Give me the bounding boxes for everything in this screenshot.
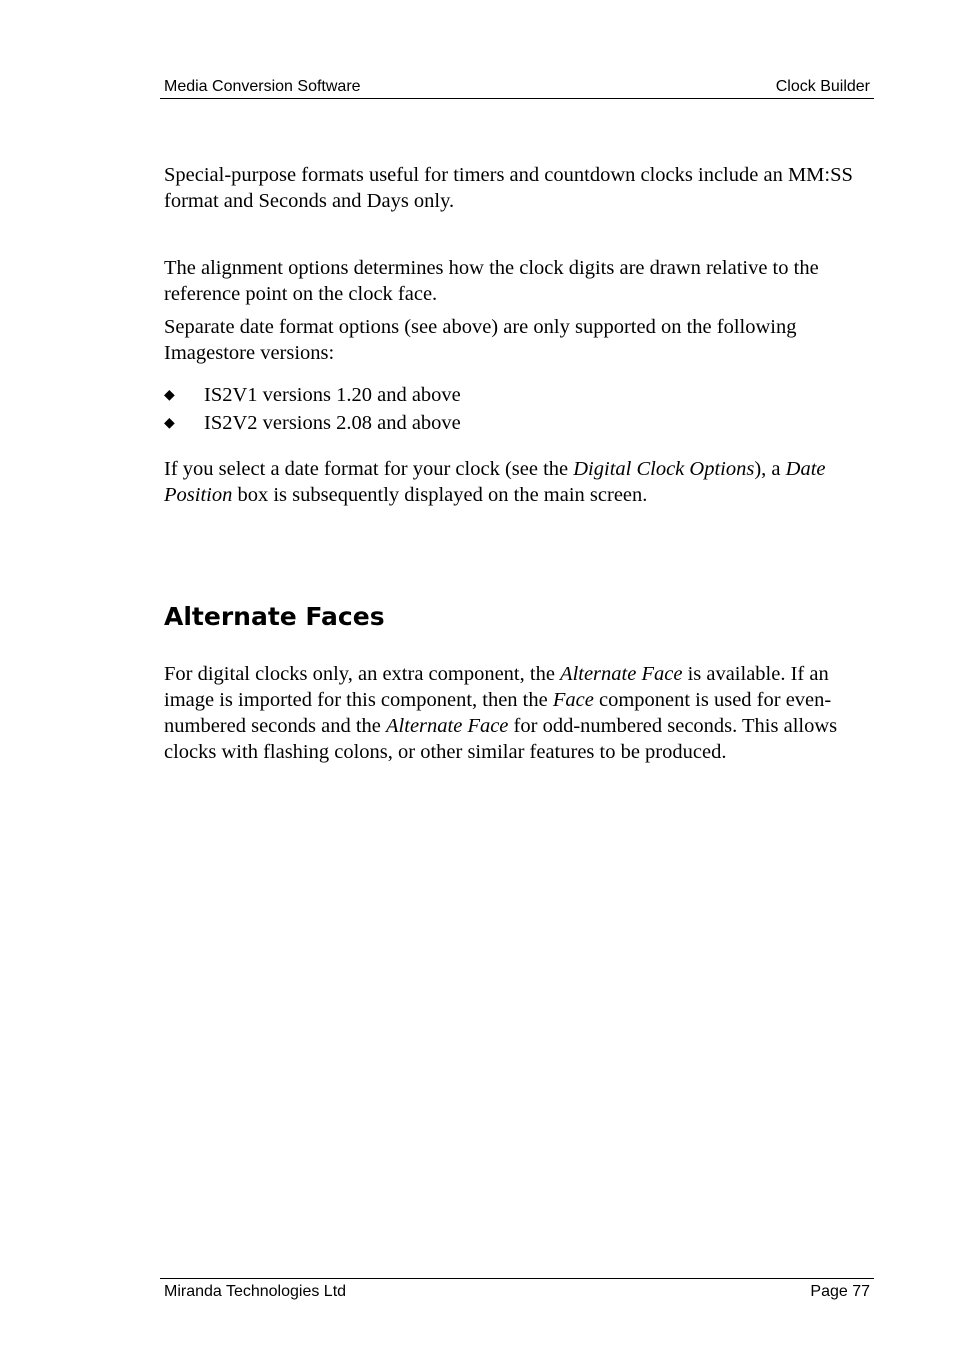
page-footer — [160, 1278, 874, 1301]
paragraph-special-formats: Special-purpose formats useful for timers and countdown clocks include an MM:SS format and Seconds and Days only. — [164, 164, 853, 212]
list-item: ◆ IS2V2 versions 2.08 and above — [164, 409, 461, 438]
footer-company: Miranda Technologies Ltd — [164, 1283, 347, 1300]
paragraph-separate-date: Separate date format options (see above) are only supported on the following Imagestore versions: — [164, 316, 797, 364]
header-chapter-title: Clock Builder — [775, 78, 870, 95]
section-heading: Alternate Faces — [164, 602, 385, 631]
paragraph-alignment: The alignment options determines how the clock digits are drawn relative to the reference point on the clock face. — [164, 257, 819, 305]
footer-page-number: Page 77 — [810, 1283, 870, 1300]
diamond-bullet-icon: ◆ — [164, 416, 175, 431]
list-item: ◆ IS2V1 versions 1.20 and above — [164, 381, 461, 410]
header-doc-title: Media Conversion Software — [164, 78, 361, 95]
diamond-bullet-icon: ◆ — [164, 388, 175, 403]
page-header — [160, 76, 874, 99]
paragraph-date-position: If you select a date format for your clock (see the Digital Clock Options), a Date Position box is subsequently displayed on the main screen. — [164, 458, 826, 506]
paragraph-alternate-faces: For digital clocks only, an extra component, the Alternate Face is available. If an image is imported for this component, then the Face component is used for even-numbered seconds and the Alternate Face for odd-numbered seconds. This allows clocks with flashing colons, or other similar features to be produced. — [164, 663, 838, 763]
